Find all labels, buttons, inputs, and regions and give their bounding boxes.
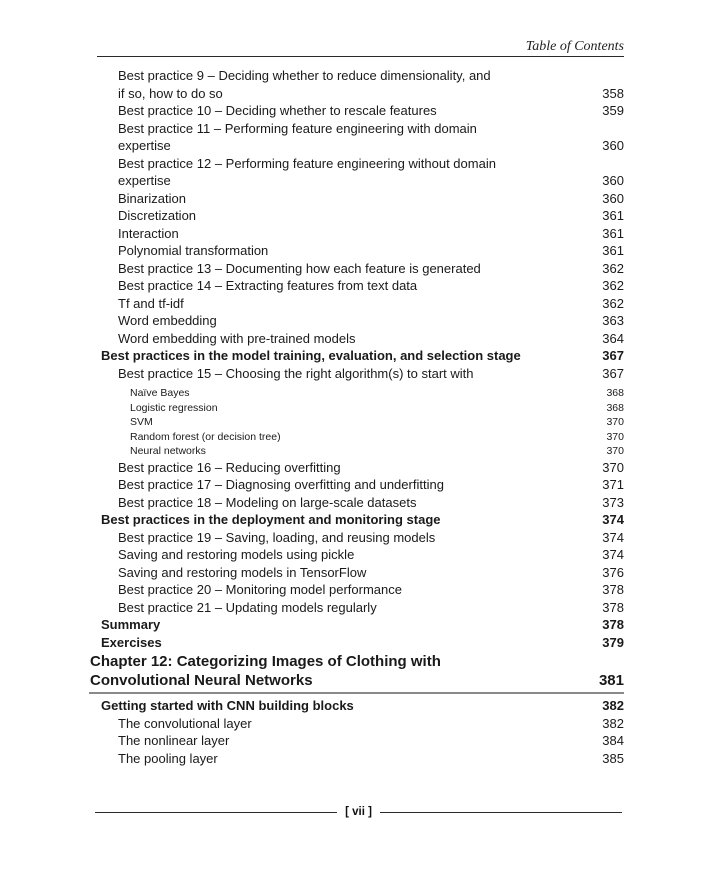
toc-row	[89, 172, 624, 190]
toc-row	[89, 347, 624, 365]
toc-entry-page: 359	[602, 103, 624, 118]
toc-entry-page: 370	[602, 459, 624, 475]
header-rule	[97, 56, 624, 57]
toc-entry-page: 376	[602, 564, 624, 580]
toc-entry-label: Best practice 13 – Documenting how each feature is generated	[118, 260, 481, 276]
running-header-title: Table of Contents	[525, 39, 624, 54]
toc-entry-label: Logistic regression	[130, 401, 218, 414]
toc-entry-label: Best practices in the deployment and monitoring stage	[101, 512, 441, 528]
toc-entry-page: 382	[602, 698, 624, 714]
toc-entry-label: Best practice 14 – Extracting features from text data	[118, 278, 418, 293]
toc-entry-page: 362	[602, 278, 624, 293]
toc-entry-page: 370	[606, 445, 624, 458]
toc-row	[89, 634, 624, 652]
toc-row	[89, 444, 624, 459]
toc-entry-label: Naïve Bayes	[130, 387, 190, 399]
toc-row	[89, 750, 624, 768]
toc-entry-page: 358	[602, 85, 624, 101]
toc-entry-label: Best practice 17 – Diagnosing overfitting and underfitting	[118, 477, 444, 493]
toc-entry-page: 382	[602, 715, 624, 731]
toc-entry-page: 378	[602, 599, 624, 615]
toc-row	[89, 415, 624, 430]
toc-row	[89, 599, 624, 617]
toc-entry-label: Binarization	[118, 190, 186, 206]
toc-entry-label: Best practices in the model training, evaluation, and selection stage	[101, 348, 521, 363]
toc-entry-label: Word embedding with pre-trained models	[118, 330, 356, 346]
toc-row	[89, 67, 624, 85]
toc-row	[89, 120, 624, 138]
toc-entry-page: 374	[602, 512, 624, 528]
toc-entry-label: Best practice 21 – Updating models regularly	[118, 599, 377, 615]
toc-row	[89, 732, 624, 750]
toc-entry-label: Best practice 12 – Performing feature engineering without domain	[118, 155, 496, 171]
toc-entry-page: 363	[602, 313, 624, 328]
toc-entry-page: 371	[602, 477, 624, 493]
toc-entry-label: if so, how to do so	[118, 85, 223, 101]
toc-entry-page: 362	[602, 260, 624, 276]
toc-entry-page: 373	[602, 494, 624, 510]
page-number-label: [ vii ]	[345, 806, 372, 818]
toc-entry-page: 370	[606, 430, 624, 443]
toc-entry-page: 385	[602, 750, 624, 766]
toc-entry-page: 360	[602, 190, 624, 206]
toc-entry-label: SVM	[130, 416, 153, 429]
toc-row	[89, 564, 624, 582]
toc-entry-page: 374	[602, 547, 624, 563]
toc-entry-label: Random forest (or decision tree)	[130, 430, 281, 443]
toc-row	[89, 155, 624, 173]
toc-entry-label: Polynomial transformation	[118, 243, 269, 258]
toc-entry-page: 360	[602, 138, 624, 153]
toc-entry-page: 378	[602, 582, 624, 598]
toc-entry-page: 367	[602, 365, 624, 381]
toc-entry-label: Exercises	[101, 634, 162, 650]
toc-entry-page: 384	[602, 733, 624, 749]
toc-entry-label: The convolutional layer	[118, 715, 252, 731]
toc-row	[89, 207, 624, 225]
toc-entry-page: 361	[602, 243, 624, 258]
toc-entry-label: Best practice 10 – Deciding whether to rescale features	[118, 103, 437, 118]
toc-row	[89, 295, 624, 313]
toc-row	[89, 581, 624, 599]
toc-entry-label: Best practice 15 – Choosing the right algorithm(s) to start with	[118, 365, 474, 381]
toc-entry-label: Best practice 19 – Saving, loading, and reusing models	[118, 529, 436, 545]
toc-entry-page: 361	[602, 208, 624, 223]
toc-row	[89, 697, 624, 715]
footer-rule-left	[95, 812, 337, 813]
toc-row	[89, 312, 624, 330]
toc-entry-page: 367	[602, 348, 624, 363]
running-header	[97, 37, 624, 55]
toc-entry-page: 374	[602, 529, 624, 545]
toc-entry-label: The pooling layer	[118, 750, 218, 766]
toc-entry-label: Chapter 12: Categorizing Images of Clothing with	[90, 653, 441, 671]
toc-row	[89, 430, 624, 445]
toc-list	[89, 67, 624, 767]
toc-entry-label: Tf and tf-idf	[118, 295, 184, 311]
toc-entry-label: Discretization	[118, 208, 197, 223]
toc-entry-label: Word embedding	[118, 313, 217, 328]
chapter-underline-rule	[89, 692, 624, 694]
toc-row	[89, 330, 624, 348]
toc-entry-label: Interaction	[118, 225, 179, 241]
toc-row	[89, 137, 624, 155]
toc-entry-label: Best practice 18 – Modeling on large-scale datasets	[118, 494, 417, 510]
toc-entry-page: 370	[606, 416, 624, 429]
toc-row	[89, 616, 624, 634]
toc-row	[89, 476, 624, 494]
toc-row	[89, 511, 624, 529]
toc-entry-page: 360	[602, 173, 624, 188]
toc-entry-page: 364	[602, 330, 624, 346]
toc-entry-page: 368	[606, 401, 624, 414]
toc-entry-page: 379	[602, 634, 624, 650]
toc-entry-label: Best practice 20 – Monitoring model performance	[118, 582, 402, 598]
toc-row	[89, 277, 624, 295]
toc-row	[89, 365, 624, 383]
toc-row	[89, 190, 624, 208]
toc-row	[89, 546, 624, 564]
page-footer	[95, 805, 622, 819]
toc-entry-label: expertise	[118, 138, 171, 153]
toc-entry-page: 368	[606, 387, 624, 399]
toc-entry-label: Best practice 9 – Deciding whether to reduce dimensionality, and	[118, 68, 491, 83]
toc-row	[89, 529, 624, 547]
toc-row	[89, 242, 624, 260]
toc-entry-label: Neural networks	[130, 445, 206, 458]
toc-entry-page: 381	[598, 671, 624, 689]
toc-row	[89, 102, 624, 120]
toc-entry-page: 378	[602, 617, 624, 633]
toc-row	[89, 85, 624, 103]
toc-entry-page: 362	[602, 295, 624, 311]
toc-row	[89, 386, 624, 401]
toc-row	[89, 494, 624, 512]
toc-row	[89, 225, 624, 243]
toc-entry-label: Saving and restoring models in TensorFlow	[118, 564, 367, 580]
toc-entry-label: expertise	[118, 173, 171, 188]
toc-row	[89, 672, 624, 691]
toc-row	[89, 260, 624, 278]
toc-row	[89, 653, 624, 672]
footer-rule-right	[380, 812, 622, 813]
toc-entry-label: Convolutional Neural Networks	[90, 671, 313, 689]
toc-entry-label: Best practice 16 – Reducing overfitting	[118, 459, 341, 475]
toc-entry-label: Saving and restoring models using pickle	[118, 547, 355, 563]
toc-entry-label: Best practice 11 – Performing feature engineering with domain	[118, 120, 477, 136]
toc-row	[89, 715, 624, 733]
toc-entry-label: Getting started with CNN building blocks	[101, 698, 354, 714]
toc-row	[89, 459, 624, 477]
toc-entry-label: Summary	[101, 617, 161, 633]
toc-entry-label: The nonlinear layer	[118, 733, 230, 749]
toc-row	[89, 401, 624, 416]
toc-entry-page: 361	[602, 225, 624, 241]
